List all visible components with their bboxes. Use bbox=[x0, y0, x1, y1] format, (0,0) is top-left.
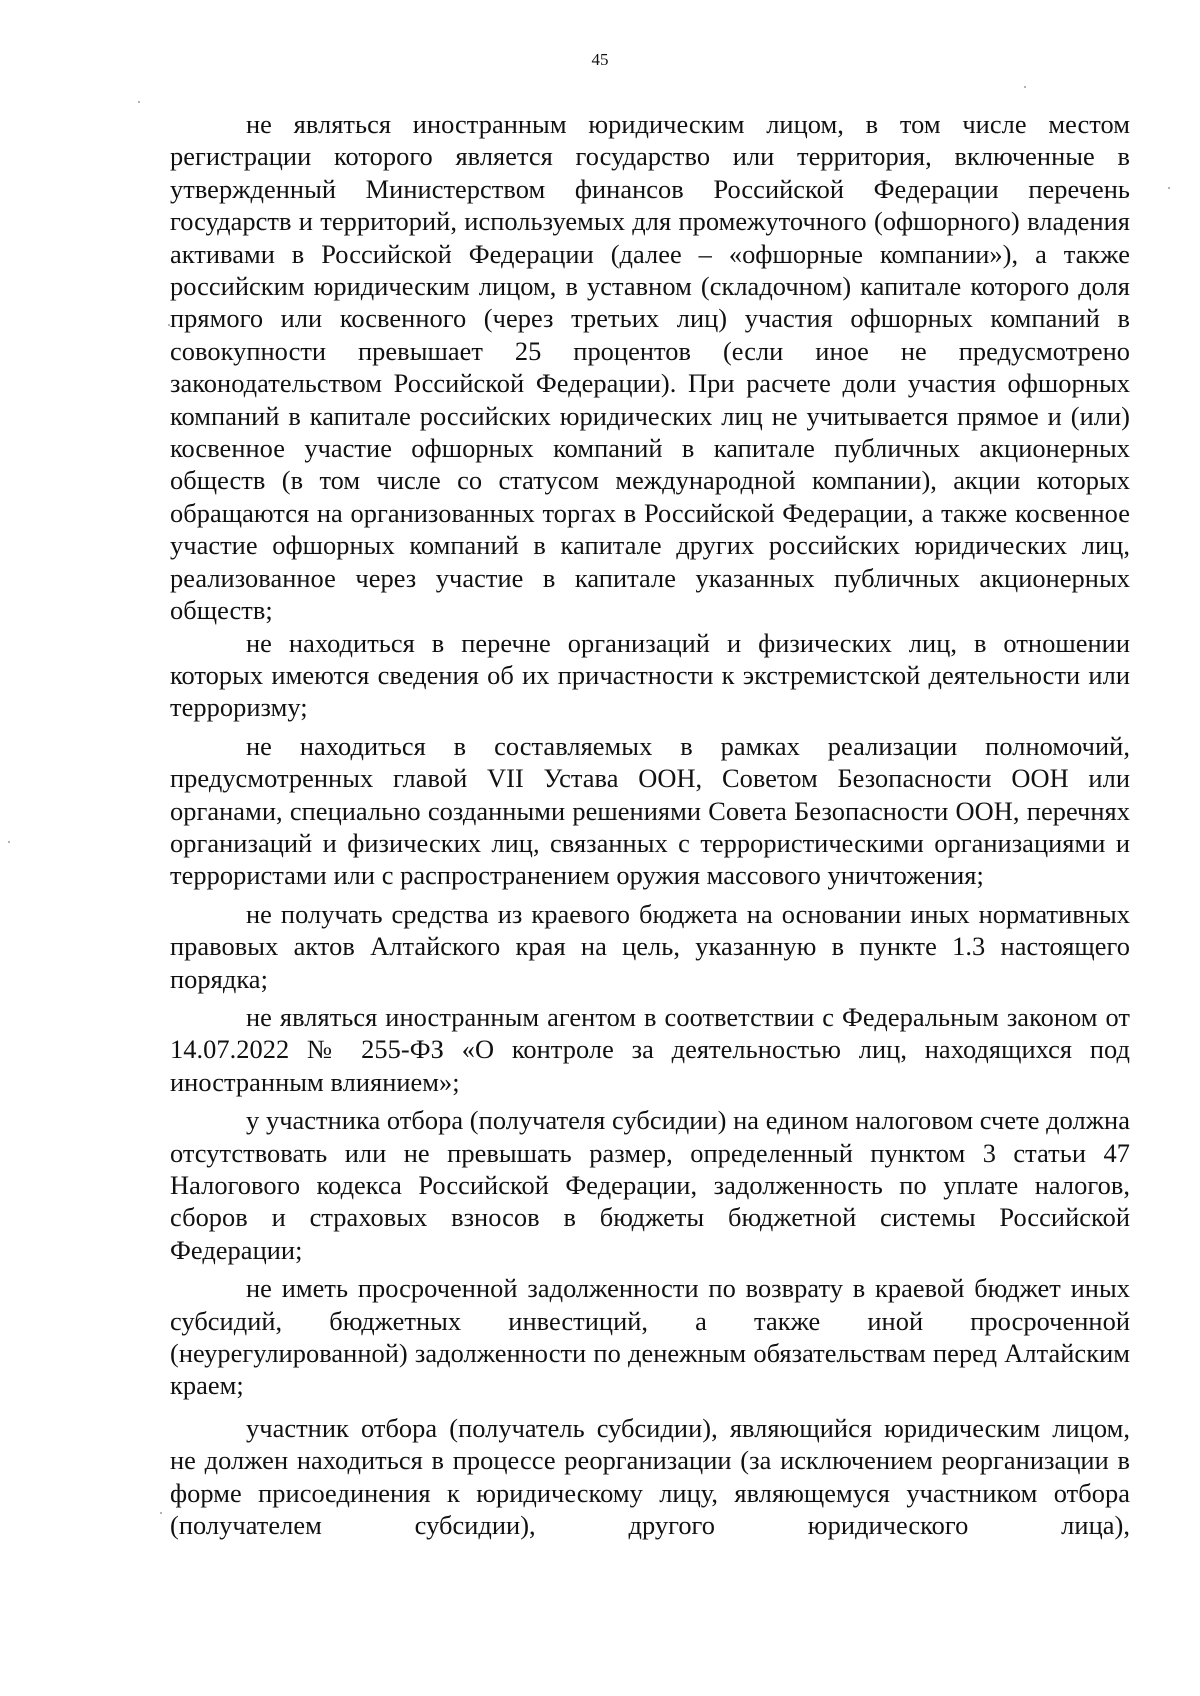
paragraph-foreign-agent: не являться иностранным агентом в соответствии с Федеральным законом от 14.07.2022 № 255-ФЗ «О контроле за деятельностью лиц, находящихся под иностранным влиянием»; bbox=[170, 1001, 1130, 1097]
scan-speck bbox=[168, 324, 170, 326]
paragraph-overdue-debt: не иметь просроченной задолженности по возврату в краевой бюджет иных субсидий, бюджетных инвестиций, а также иной просроченной (неурегулированной) задолженности по денежным обязательствам перед Алтайским краем; bbox=[170, 1273, 1130, 1401]
paragraph-extremism-list: не находиться в перечне организаций и физических лиц, в отношении которых имеются сведения об их причастности к экстремистской деятельности или терроризму; bbox=[170, 627, 1130, 723]
scan-speck bbox=[1024, 86, 1026, 88]
paragraph-un-security-council: не находиться в составляемых в рамках реализации полномочий, предусмотренных главой VII Устава ООН, Советом Безопасности ООН или органами, специально созданными решениями Совета Безопасности ООН, перечнях организаций и физических лиц, связанных с террористическими организациями и террористами или с распространением оружия массового уничтожения; bbox=[170, 730, 1130, 891]
paragraph-reorganization: участник отбора (получатель субсидии), являющийся юридическим лицом, не должен находиться в процессе реорганизации (за исключением реорганизации в форме присоединения к юридическому лицу, являющемуся участником отбора (получателем субсидии), другого юридического лица), bbox=[170, 1412, 1130, 1541]
document-body bbox=[170, 108, 1130, 1541]
scan-speck bbox=[138, 101, 140, 103]
paragraph-offshore-companies: не являться иностранным юридическим лицом, в том числе местом регистрации которого является государство или территория, включенные в утвержденный Министерством финансов Российской Федерации перечень государств и территорий, используемых для промежуточного (офшорного) владения активами в Российской Федерации (далее – «офшорные компании»), а также российским юридическим лицом, в уставном (складочном) капитале которого доля прямого или косвенного (через третьих лиц) участия офшорных компаний в совокупности превышает 25 процентов (если иное не предусмотрено законодательством Российской Федерации). При расчете доли участия офшорных компаний в капитале российских юридических лиц не учитывается прямое и (или) косвенное участие офшорных компаний в капитале публичных акционерных обществ (в том числе со статусом международной компании), акции которых обращаются на организованных торгах в Российской Федерации, а также косвенное участие офшорных компаний в капитале других российских юридических лиц, реализованное через участие в капитале указанных публичных акционерных обществ; bbox=[170, 109, 1130, 626]
page-number: 45 bbox=[591, 50, 609, 69]
paragraph-tax-debt: у участника отбора (получателя субсидии) на едином налоговом счете должна отсутствовать или не превышать размер, определенный пунктом 3 статьи 47 Налогового кодекса Российской Федерации, задолженность по уплате налогов, сборов и страховых взносов в бюджеты бюджетной системы Российской Федерации; bbox=[170, 1105, 1130, 1265]
scan-speck bbox=[1168, 187, 1170, 189]
paragraph-regional-budget-funds: не получать средства из краевого бюджета на основании иных нормативных правовых актов Алтайского края на цель, указанную в пункте 1.3 настоящего порядка; bbox=[170, 898, 1130, 994]
scan-speck bbox=[8, 841, 10, 843]
scan-speck bbox=[160, 1512, 162, 1514]
